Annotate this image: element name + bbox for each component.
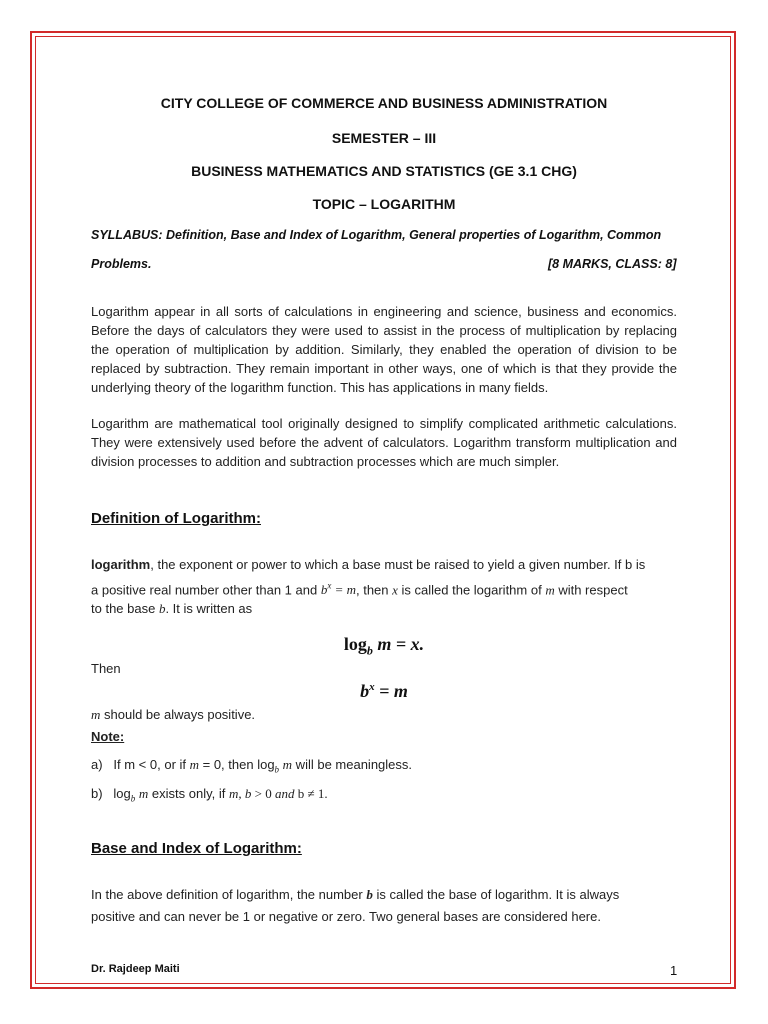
semester-title: SEMESTER – III [331,130,437,146]
syllabus-marks: [8 MARKS, CLASS: 8] [548,257,677,271]
intro-paragraph-1: Logarithm appear in all sorts of calculations in engineering and science, business and economics. Before the days of calculators they were used to assist in the process of multiplication by replacing the operation of multiplication by addition. Similarly, they enabled the operation of division to be replaced by subtraction. They remain important in other ways, one of which is that they provide the underlying theory of the logarithm function. This has applications in many fields. [91,304,677,395]
definition-line-1 [91,555,645,574]
definition-text-2a: a positive real number other than 1 and [91,582,321,598]
definition-text-2b: , then [355,582,393,598]
math-b: b [158,601,166,616]
math-x: x [392,582,398,598]
note-label: Note: [91,729,125,744]
then-label: Then [91,661,121,676]
formula-log: $\log_b m = x$. [343,634,425,658]
base-index-line-1: In the above definition of logarithm, the number b is called the base of logarithm. It is always [91,887,620,902]
base-index-line-2: positive and can never be 1 or negative or zero. Two general bases are considered here. [91,909,601,924]
college-title: CITY COLLEGE OF COMMERCE AND BUSINESS ADMINISTRATION [160,95,608,111]
note-a: a) If m < 0, or if m = 0, then $\log_b m$ will be meaningless. [91,757,413,775]
definition-term: logarithm [91,557,151,572]
definition-text-2c: is called the logarithm of [397,582,546,598]
intro-paragraph-2: Logarithm are mathematical tool originally designed to simplify complicated arithmetic calculations. They were extensively used before the advent of calculators. Logarithm transform multiplication and division processes to addition and subtraction processes which are much simpler. [91,416,677,469]
note-b: b) $\log_b m$ exists only, if m, b > 0 and b ≠ 1. [91,786,328,804]
formula-power: $b^x = m$ [360,681,408,701]
syllabus-line-1: SYLLABUS: Definition, Base and Index of Logarithm, General properties of Logarithm, Common [91,228,662,242]
definition-heading: Definition of Logarithm: [91,510,261,527]
math-bx-eq-m: $b^x = m$ [320,581,356,598]
footer-author: Dr. Rajdeep Maiti [91,963,180,975]
topic-title: TOPIC – LOGARITHM [312,196,456,212]
definition-text-3b: . It is written as [165,601,253,616]
base-index-heading: Base and Index of Logarithm: [91,840,302,857]
definition-line-2 [91,577,628,599]
definition-line-3 [91,599,252,618]
math-m: m [545,582,555,598]
syllabus-line-2-left: Problems. [91,257,152,271]
definition-text-1: , the exponent or power to which a base must be raised to yield a given number. If b is [150,557,646,572]
positive-note: m should be always positive. [91,707,256,722]
course-title: BUSINESS MATHEMATICS AND STATISTICS (GE 3.1 CHG) [191,163,577,179]
page-number: 1 [670,963,678,978]
definition-text-2d: with respect [554,582,628,598]
definition-text-3a: to the base [91,601,159,616]
